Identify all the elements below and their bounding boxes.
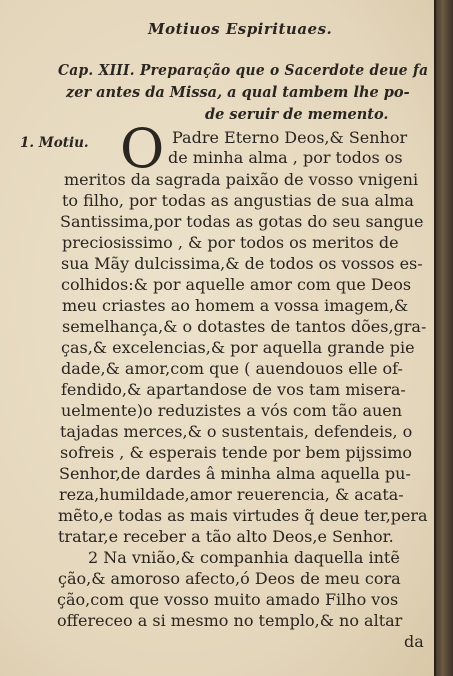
body-line-6: preciosissimo , & por todos os meritos de bbox=[62, 233, 399, 252]
book-edge-shadow bbox=[436, 0, 453, 676]
drop-cap-initial: O bbox=[120, 117, 165, 180]
body-line-5: Santissima,por todas as gotas do seu sangue bbox=[60, 212, 424, 231]
chapter-heading-line-3: de seruir de memento. bbox=[205, 106, 389, 123]
body-line-21: 2 Na vnião,& companhia daquella intẽ bbox=[88, 548, 400, 567]
body-line-22: ção,& amoroso afecto,ó Deos de meu cora bbox=[58, 569, 401, 588]
body-line-2: de minha alma , por todos os bbox=[168, 148, 403, 167]
body-line-3: meritos da sagrada paixão de vosso vnigeni bbox=[64, 170, 419, 189]
chapter-heading-line-1: Cap. XIII. Preparação que o Sacerdote deue fa bbox=[58, 62, 429, 79]
body-line-14: uelmente)o reduzistes a vós com tão auen bbox=[61, 401, 403, 420]
body-line-19: mẽto,e todas as mais virtudes q̃ deue ter,pera bbox=[58, 506, 428, 525]
motive-number-label: 1. Motiu. bbox=[20, 135, 89, 151]
body-line-15: tajadas merces,& o sustentais, defendeis, o bbox=[60, 422, 413, 441]
body-line-1: Padre Eterno Deos,& Senhor bbox=[172, 128, 408, 147]
body-line-23: ção,com que vosso muito amado Filho vos bbox=[57, 590, 399, 609]
chapter-heading-line-2: zer antes da Missa, a qual tambem lhe po- bbox=[66, 84, 410, 101]
body-line-20: tratar,e receber a tão alto Deos,e Senhor. bbox=[58, 527, 394, 546]
body-line-7: sua Mãy dulcissima,& de todos os vossos es- bbox=[61, 254, 423, 273]
body-line-11: ças,& excelencias,& por aquella grande pie bbox=[61, 338, 415, 357]
body-line-16: sofreis , & esperais tende por bem pijssimo bbox=[60, 443, 413, 462]
body-line-18: reza,humildade,amor reuerencia, & acata- bbox=[59, 485, 404, 504]
body-line-17: Senhor,de dardes â minha alma aquella pu- bbox=[59, 464, 411, 483]
body-line-12: dade,& amor,com que ( auendouos elle of- bbox=[61, 359, 403, 378]
body-line-10: semelhança,& o dotastes de tantos dões,gra- bbox=[62, 317, 427, 336]
running-header: Motiuos Espirituaes. bbox=[148, 20, 333, 38]
catchword: da bbox=[404, 632, 424, 651]
body-line-24: offereceo a si mesmo no templo,& no altar bbox=[57, 611, 403, 630]
body-line-4: to filho, por todas as angustias de sua alma bbox=[62, 191, 414, 210]
body-line-8: colhidos:& por aquelle amor com que Deos bbox=[61, 275, 412, 294]
body-line-13: fendido,& apartandose de vos tam misera- bbox=[61, 380, 406, 399]
body-line-9: meu criastes ao homem a vossa imagem,& bbox=[62, 296, 409, 315]
